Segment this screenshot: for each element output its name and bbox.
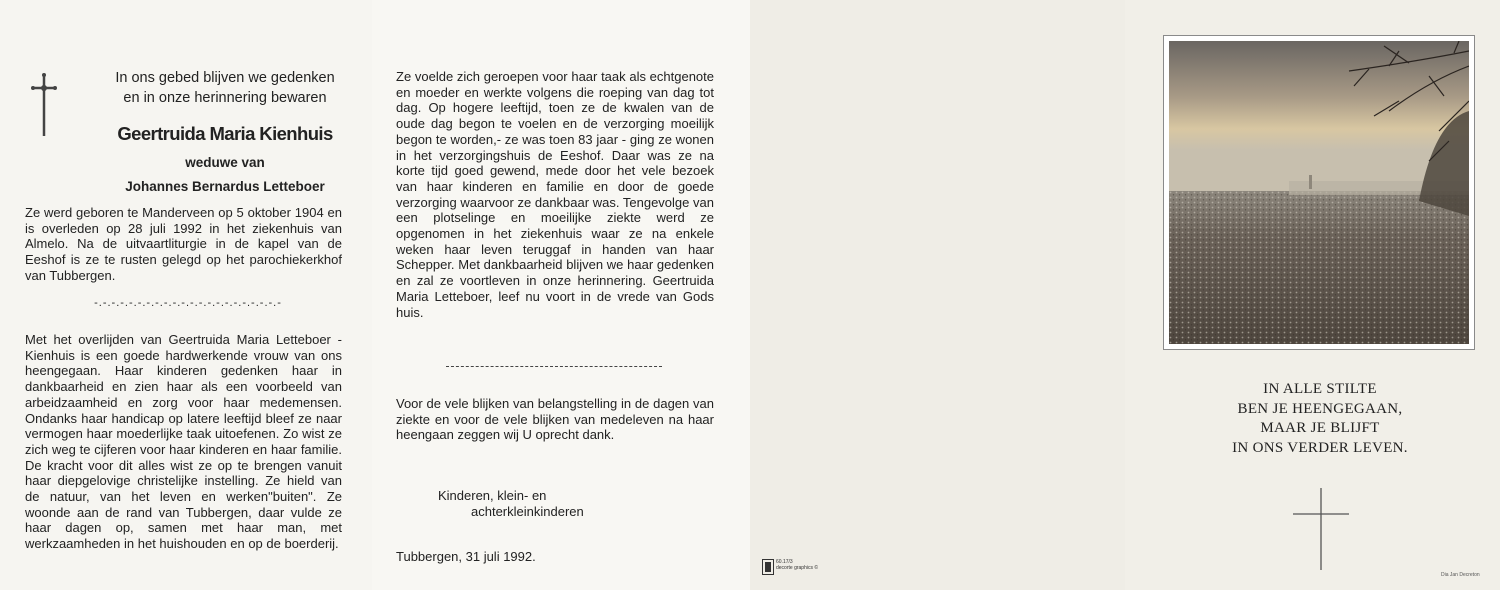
poem-line-2: BEN JE HEENGEGAAN,	[1237, 400, 1403, 417]
front-panel	[1125, 0, 1500, 590]
photo-credit: Dia Jan Decreton	[1441, 572, 1480, 578]
poem-line-4: IN ONS VERDER LEVEN.	[1232, 439, 1408, 456]
landscape-photo	[1169, 41, 1469, 344]
logo-code: 60.17/3	[776, 559, 793, 565]
continuation-paragraph: Ze voelde zich geroepen voor haar taak als echtgenote en moeder en werkte volgens die roeping van dag tot dag. Op hogere leeftijd, toen ze de kwalen van de oude dag begon te voelen en de verzorging moeilijk begon te worden,- ze was toen 83 jaar - ging ze wonen in het verzorgingshuis de Eeshof. Daar was ze na korte tijd goed gewend, mede door het vele bezoek van haar kinderen en familie en door de goede verzorging waarvoor ze dankbaar was. Tengevolge van een plotselinge en moeilijke ziekte werd ze opgenomen in het ziekenhuis waar ze na enkele weken haar leven teruggaf in handen van haar Schepper. Met dankbaarheid blijven we haar gedenken en zal ze voortleven in onze herinnering. Geertruida Maria Letteboer, leef nu voort in de vrede van Gods huis.	[396, 69, 714, 320]
left-panel	[0, 0, 372, 590]
cross-icon	[30, 72, 58, 138]
dashed-divider	[446, 366, 662, 367]
back-panel	[750, 0, 1125, 590]
thanks-paragraph: Voor de vele blijken van belangstelling in de dagen van ziekte en voor de vele blijken van medeleven na haar heengaan zeggen wij U oprecht dank.	[396, 396, 714, 443]
poem	[1185, 380, 1455, 458]
husband-name: Johannes Bernardus Letteboer	[125, 179, 325, 194]
dotted-divider: -.-.-.-.-.-.-.-.-.-.-.-.-.-.-.-.-.-.-.-.-.-	[94, 297, 282, 309]
poem-line-1: IN ALLE STILTE	[1263, 381, 1377, 397]
middle-panel	[372, 0, 750, 590]
logo-text: decorte graphics ©	[776, 565, 819, 571]
intro-line-2: en in onze herinnering bewaren	[123, 90, 327, 106]
publisher-logo	[762, 559, 818, 575]
signature-line-2: achterkleinkinderen	[471, 504, 584, 519]
photo-frame	[1163, 35, 1475, 350]
intro-text	[100, 68, 350, 108]
tribute-paragraph: Met het overlijden van Geertruida Maria Letteboer - Kienhuis is een goede hardwerkende vrouw van ons heengegaan. Haar kinderen gedenken haar in dankbaarheid en zien haar als een voorbeeld van arbeidzaamheid en zorg voor haar medemensen. Ondanks haar handicap op latere leeftijd bleef ze naar vermogen haar moederlijke taak uitoefenen. Zo wist ze zich weg te cijferen voor haar kinderen en haar familie. De kracht voor dit alles wist ze op te brengen vanuit haar diepgelovige christelijke instelling. Ze hield van de natuur, van het leven en werken"buiten". Ze woonde aan de rand van Tubbergen, daar vulde ze haar dagen op, samen met haar man, met werkzaamheden in het huishouden en op de boerderij.	[25, 332, 342, 552]
signature-line-1: Kinderen, klein- en	[438, 488, 547, 503]
intro-line-1: In ons gebed blijven we gedenken	[115, 70, 335, 86]
poem-line-3: MAAR JE BLIJFT	[1260, 420, 1380, 436]
deceased-name: Geertruida Maria Kienhuis	[117, 123, 333, 144]
cross-icon	[1291, 486, 1351, 572]
widow-of-label: weduwe van	[185, 155, 265, 170]
place-date: Tubbergen, 31 juli 1992.	[396, 549, 536, 564]
decorte-logo-icon	[762, 559, 774, 575]
birth-death-paragraph: Ze werd geboren te Manderveen op 5 oktober 1904 en is overleden op 28 juli 1992 in het ziekenhuis van Almelo. Na de uitvaartliturgie in de kapel van de Eeshof is ze te rusten gelegd op het parochiekerkhof van Tubbergen.	[25, 205, 342, 283]
